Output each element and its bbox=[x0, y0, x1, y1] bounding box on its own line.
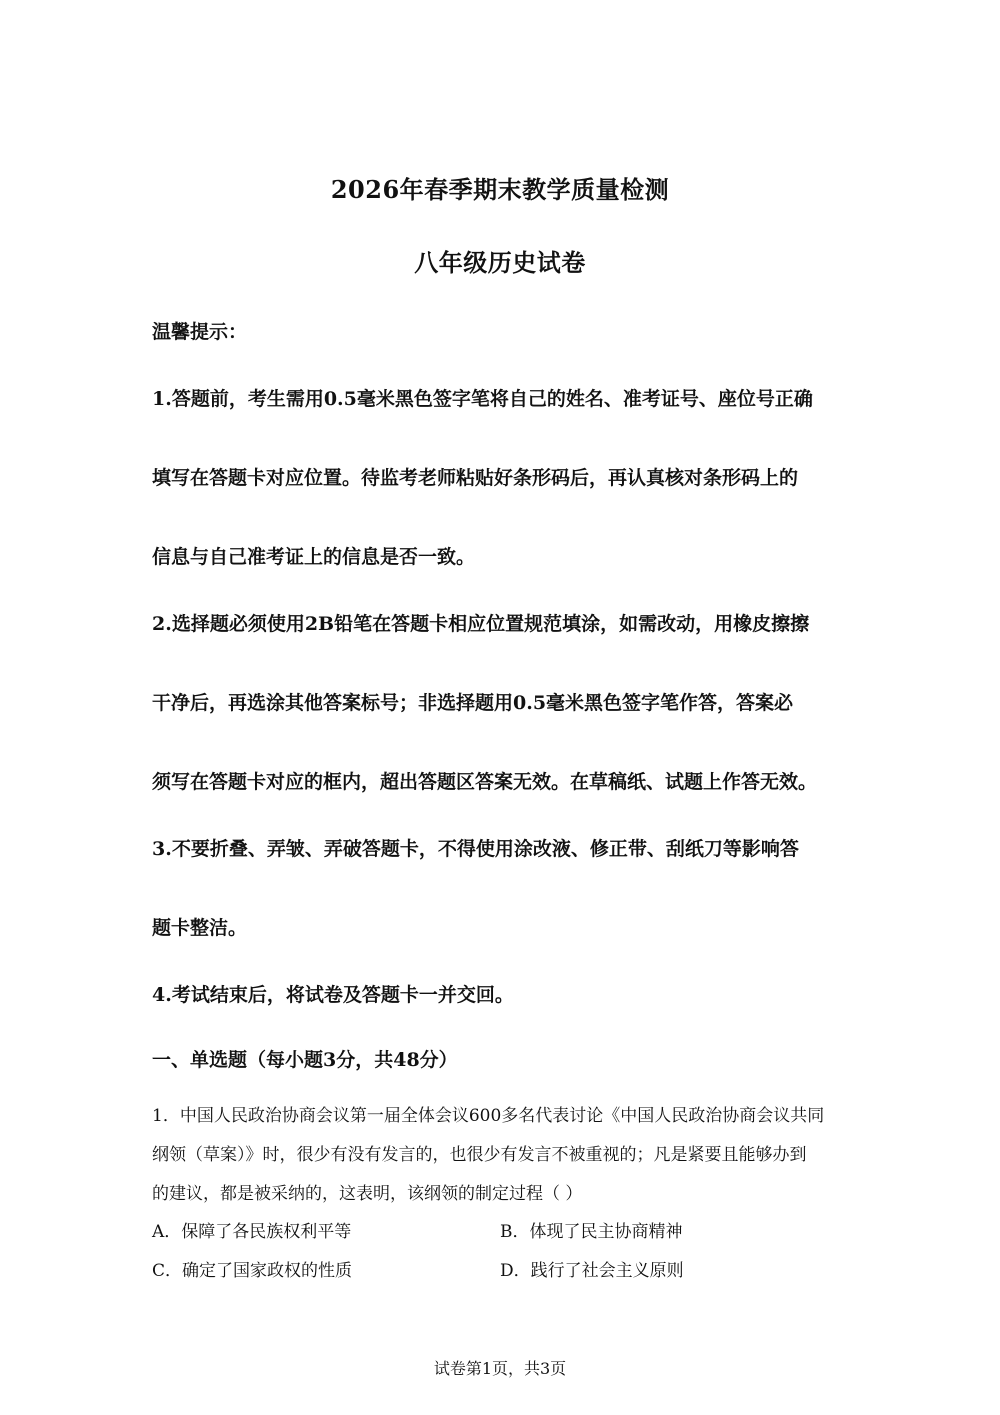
notice-item-4: 4.考试结束后，将试卷及答题卡一并交回。 bbox=[152, 984, 514, 1006]
notice-item-1-line-3: 信息与自己准考证上的信息是否一致。 bbox=[152, 546, 476, 568]
question-1-option-d: D．践行了社会主义原则 bbox=[500, 1261, 684, 1281]
notice-item-3-line-1: 3.不要折叠、弄皱、弄破答题卡，不得使用涂改液、修正带、刮纸刀等影响答 bbox=[152, 838, 799, 860]
notice-item-1-line-2: 填写在答题卡对应位置。待监考老师粘贴好条形码后，再认真核对条形码上的 bbox=[152, 467, 799, 489]
exam-subtitle: 八年级历史试卷 bbox=[414, 248, 586, 277]
page-footer: 试卷第1页，共3页 bbox=[433, 1359, 567, 1378]
section-heading-single-choice: 一、单选题（每小题3分，共48分） bbox=[152, 1049, 458, 1071]
notice-item-2-line-3: 须写在答题卡对应的框内，超出答题区答案无效。在草稿纸、试题上作答无效。 bbox=[152, 771, 818, 793]
notice-heading: 温馨提示： bbox=[152, 321, 248, 343]
notice-item-2-line-1: 2.选择题必须使用2B铅笔在答题卡相应位置规范填涂，如需改动，用橡皮擦擦 bbox=[152, 613, 810, 635]
question-1-option-c: C．确定了国家政权的性质 bbox=[152, 1261, 353, 1281]
notice-item-3-line-2: 题卡整洁。 bbox=[152, 917, 248, 939]
question-1-option-b: B．体现了民主协商精神 bbox=[500, 1222, 683, 1242]
notice-item-2-line-2: 干净后，再选涂其他答案标号；非选择题用0.5毫米黑色签字笔作答，答案必 bbox=[152, 692, 794, 714]
exam-title: 2026年春季期末教学质量检测 bbox=[330, 175, 670, 204]
notice-item-1-line-1: 1.答题前，考生需用0.5毫米黑色签字笔将自己的姓名、准考证号、座位号正确 bbox=[152, 388, 813, 410]
question-1-line-2: 纲领（草案）》时，很少有没有发言的，也很少有发言不被重视的；凡是紧要且能够办到 bbox=[152, 1145, 807, 1165]
question-1-line-1: 1．中国人民政治协商会议第一届全体会议600多名代表讨论《中国人民政治协商会议共同 bbox=[152, 1106, 825, 1126]
question-1-line-3: 的建议，都是被采纳的，这表明，该纲领的制定过程（ ） bbox=[152, 1184, 583, 1204]
question-1-option-a: A．保障了各民族权利平等 bbox=[152, 1222, 352, 1242]
